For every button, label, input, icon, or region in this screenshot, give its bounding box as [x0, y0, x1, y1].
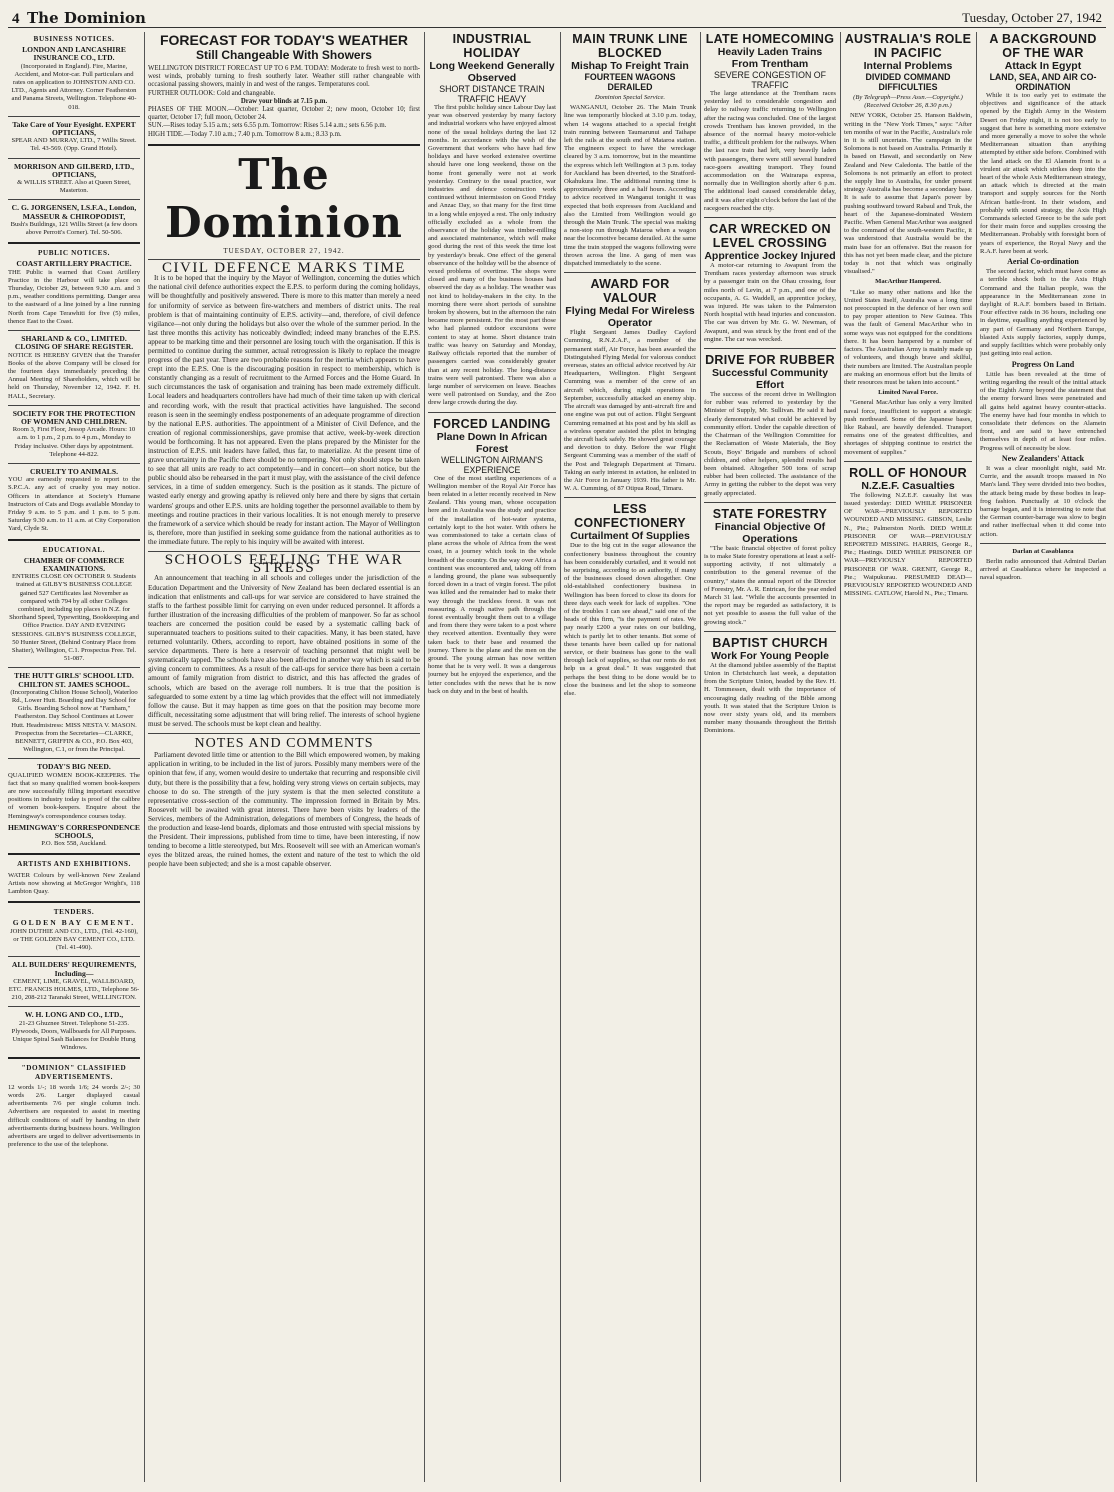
article-body: Flight Sergeant James Dudley Cayford Cumming, R.N.Z.A.F., a member of the permanent staff, Air Force, has been awarded the Distinguished Flying Medal for valorous conduct overseas, states an official advice received by Air Headquarters, Wellington. Flight Sergeant Cumming was a member of the crew of an aircraft which, during night operations in September, successfully attacked an enemy ship. The aircraft was damaged by anti-aircraft fire and one engine was put out of action. Flight Sergeant Cumming remained at his post and by his skill as a wireless operator assisted the pilot in bringing the aircraft back safely. He showed great courage and devotion to duty. Before the war Flight Sergeant Cumming was a member of the staff of the Post and Telegraph Department at Timaru. Taking an early interest in aviation, he enlisted in the Air Force in January 1939. His father is Mr. W. A. Cumming, of 87 Otipua Road, Timaru. — [564, 329, 696, 493]
section-heading-business: BUSINESS NOTICES. — [33, 35, 115, 43]
section-heading-classified: "DOMINION" CLASSIFIED ADVERTISEMENTS. — [21, 1064, 127, 1081]
editorial-headline: CIVIL DEFENCE MARKS TIME — [162, 260, 406, 277]
notice-item: TODAY'S BIG NEED. QUALIFIED WOMEN BOOK-KEEPERS. The fact that so many qualified women book-keepers are now successfully filling important executive positions in industry today is proof of the calibre of women book-keepers. Enquire about the Hemingway's correspondence courses today. — [8, 762, 140, 820]
notice-item: Take Care of Your Eyesight. EXPERT OPTICIANS, SPEAR AND MURRAY, LTD., 7 Willis Street. Tel. 43-569. (Opp. Grand Hotel). — [11, 119, 137, 153]
notice-item: CRUELTY TO ANIMALS. YOU are earnestly requested to report to the S.P.C.A. any act of cruelty you may notice. Officers in attendance at Society's Humane Instructors of Cats and Dogs available Monday to Friday 9 a.m. to 5 p.m. and 1 p.m. to 5 p.m. Saturday 9.30 a.m. to 11 a.m. at City Corporation Yard, Clyde St. — [8, 466, 140, 533]
article-body: Berlin radio announced that Admiral Darlan arrived at Casablanca where he inspected a naval squadron. — [980, 557, 1106, 582]
column-news-5 — [980, 32, 1106, 1482]
column-rule — [700, 32, 701, 1482]
subheadline: Plane Down In African Forest — [436, 430, 548, 455]
section-heading-educational: EDUCATIONAL. — [42, 545, 106, 554]
column-business-notices — [8, 32, 140, 1482]
notice-item: MORRISON AND GILBERD, LTD., OPTICIANS, & WILLIS STREET. Also at Queen Street, Masterton. — [14, 161, 134, 195]
crosshead: MacArthur Hampered. — [875, 278, 941, 286]
subheadline: Heavily Laden Trains From Trentham — [717, 46, 823, 70]
crosshead: Darlan at Casablanca — [1012, 547, 1074, 555]
sun-times: SUN.—Rises today 5.15 a.m.; sets 6.55 p.m. Tomorrow: Rises 5.14 a.m.; sets 6.56 p.m. — [148, 122, 387, 130]
classified-rates: 12 words 1/-; 18 words 1/6; 24 words 2/-; 30 words 2/6. Larger displayed casual advertisements 7/6 per single column inch. Advertisers are requested to assist in meeting difficult conditions of staff by handing in their advertisements during business hours. Wellington advertisers are urged to deliver advertisements in preference to the use of the telephone. — [8, 1083, 140, 1149]
headline: CAR WRECKED ON LEVEL CROSSING — [709, 222, 831, 251]
crosshead: Limited Naval Force. — [878, 389, 938, 397]
column-news-4 — [844, 32, 972, 1482]
section-heading-tenders: TENDERS. — [53, 908, 95, 917]
headline: LESS CONFECTIONERY — [574, 502, 686, 531]
deck: DIVIDED COMMAND DIFFICULTIES — [865, 72, 951, 92]
article-body: One of the most startling experiences of a Wellington member of the Royal Air Force has been related in a letter recently received in New Zealand. This young man, whose occupation here and in Australia was the study and practice of the installation of hot-water systems, certainly kept to the hot water. With others he was commissioned to take a certain class of plane across the whole of Africa from the west coast, in a journey which took in the whole breadth of the country. On the way over Africa a continent was encountered and, taking off from a landing ground, the plane was subsequently forced down in a tract of virgin forest. The pilot was killed and the remainder had to make their way through the trackless forest. It was not reassuring. A rough native path through the forest eventually brought them out to a village and from there they were taken to a post where they received attention. Eventually they were taken back to their base and resumed the journey. There is the plane and the men on the ground. The young airman has now written home that he is very well. It was a dangerous journey but he enjoyed the experience, and the letter concludes with the news that he is now back on duty and in the best of health. — [428, 474, 556, 695]
crosshead: Aerial Co-ordination — [1007, 257, 1079, 267]
subheadline: Attack In Egypt — [1004, 60, 1082, 72]
deck: LAND, SEA, AND AIR CO-ORDINATION — [989, 72, 1097, 92]
headline: LATE HOMECOMING — [705, 32, 835, 46]
headline: AUSTRALIA'S ROLE IN PACIFIC — [844, 32, 972, 60]
subheadline: Curtailment Of Supplies — [570, 530, 690, 543]
article-body: "General MacArthur has only a very limited naval force, insufficient to support a strategic push northward. Some of the Japanese bases, like Rabaul, are heavily defended. Transport remains one of the greatest difficulties, and shortages of shipping continue to restrict the movement of supplies." — [844, 399, 972, 456]
tender-item: W. H. LONG AND CO., LTD., 21-23 Ghuznee Street. Telephone 51-235. Plywoods, Doors, Wallboards for All Purposes. Unique Spiral Sash Balances for Double Hung Windows. — [11, 1010, 137, 1052]
article-body: Due to the big cut in the sugar allowance the confectionery business throughout the country has been considerably curtailed, and it would not be surprising, according to an authority, if many of the businesses closed down altogether. One old-established confectionery business in Wellington has been forced to close its doors for three days each week for lack of supplies. "One of the troubles I can see ahead," said one of the heads of this firm, "is the payment of rates. We pay nearly £200 a year rates on our building, which is partly let to other tenants. But some of these tenants have been called up for national service, or their business has gone to the wall through lack of supplies, so that our rents do not help us a great deal." It was suggested that perhaps the best thing to be done would be to close the business and let the shop to someone else. — [564, 542, 696, 697]
headline: STATE FORESTRY — [712, 506, 828, 521]
headline: BAPTIST CHURCH — [712, 635, 828, 650]
article-body: "The basic financial objective of forest policy is to make State forestry operations at least a self-supporting activity, if not ultimately a contribution to the general revenue of the country," states the annual report of the Director of Forestry, Mr. A. R. Entrican, for the year ended March 31 last. "While the accounts presented in the report may be regarded as satisfactory, it is not yet possible to assess the full value of the growing stock." — [704, 544, 836, 626]
notes-headline: NOTES AND COMMENTS — [194, 736, 374, 752]
editorial-dateline: TUESDAY, OCTOBER 27, 1942. — [223, 246, 345, 255]
business-notice-list — [8, 46, 140, 237]
article-body: "Like so many other nations and like the United States itself, Australia was a long time not preoccupied in the defence of her own soil to pay proper attention to New Guinea. This was the fault of General MacArthur who in some ways was not equipped for the conditions there. It has been hampered by a number of factors. The Australian Army is mainly made up of volunteers, and though brave and skilful, their numbers are limited. The Australian people are making an enormous effort but the limits of their resources must be taken into account." — [844, 288, 972, 386]
deck: SEVERE CONGESTION OF TRAFFIC — [714, 70, 826, 90]
deck: FOURTEEN WAGONS DERAILED — [584, 72, 676, 92]
article-body: At the diamond jubilee assembly of the Baptist Union in Christchurch last week, a deputation from the Scripture Union, headed by the Rev. H. H. Tommessen, dealt with the importance of encouraging daily reading of the Bible among youth. It was stated that the Scripture Union is now over sixty years old, and its members number many thousands throughout the British Dominions. — [704, 661, 836, 735]
column-rule — [840, 32, 841, 1482]
article-body: The first public holiday since Labour Day last year was observed yesterday by many factory and industrial workers who have enjoyed almost none of the usual holidays during the last 12 months. In accordance with the wish of the Government that workers who have had few holidays and have worked extensive overtime should have one long weekend, those on the home front generally were not at work yesterday. Contrary to the usual practice, war industries and defence construction work continued without intermission on Good Friday and Anzac Day, so that many for the first time in a long while enjoyed a rest. The only industry officially excluded as a whole from the observance of the holiday was timber-milling and associated maintenance, which will make good during the rest of this week the time lost by yesterday's break. One effect of the general observance of the holiday will be the absence of vexed problems of overtime. The shops were closed and many of the business houses had observed the day as a holiday. The weather was not kind to holiday-makers in the city. In the morning there were short periods of sunshine broken by showers, but in the afternoon the rain became more persistent. For the most part those who had planned outdoor excursions were content to stay at home. Short distance train traffic was heavy on Saturday and Monday, Railway officials reported that the number of passengers carried was considerably greater than at any recent holiday. The long-distance trains were well patronised. There was also a large number of servicemen on leave. Beaches were well patronised on Sunday, and the Zoo drew large crowds during the day. — [428, 104, 556, 407]
subheadline: Work For Young People — [711, 649, 829, 662]
article-body: The success of the recent drive in Wellington for rubber was referred to yesterday by the Minister of Supply, Mr. Sullivan. He said it had clearly demonstrated what could be achieved by community effort. Under the capable direction of the Chairman of the Wellington Committee for the Reclamation of Waste Materials, the Boy Scouts, Boys' Brigade and numbers of school children, and other helpers, splendid results had been obtained. Altogether 500 tons of scrap rubber had been collected. The assistance of the Army in getting the rubber to the depot was very greatly appreciated. — [704, 391, 836, 497]
headline: A BACKGROUND OF THE WAR — [989, 32, 1097, 60]
newspaper-page — [8, 6, 1106, 1486]
deck: WELLINGTON AIRMAN'S EXPERIENCE — [441, 454, 543, 475]
section-heading-artists: ARTISTS AND EXHIBITIONS. — [17, 860, 131, 869]
notes-body: Parliament devoted little time or attention to the Bill which empowered women, by making application in writing, to be included in the list of jurors. Possibly many members were of the opinion that few, if any, women would desire to undertake that recurring and responsible civil duty, but there is the possibility that a few, holding very strong views on certain subjects, may choose to do so. The strength of the jury system is that the men selected constitute a representative cross-section of the community. The impression formed in Britain by Mrs. Roosevelt will be awaited with great interest. There have been visits by leaders of the Services, members of the Administration, delegations of members of Congress, the heads of the production and lease-lend boards, diplomats and those entrusted with special missions by the President. Their impressions, published from time to time, have been interesting, if now tending to become a little stereotyped, but Mrs. Roosevelt will see with an American woman's eyes the blitzed areas, the ruined homes, the extent and nature of the test to which the old people have been subjected; and she is a most capable observer. — [148, 751, 420, 869]
column-rule — [976, 32, 977, 1482]
crosshead: Progress On Land — [1011, 359, 1075, 369]
subheadline: Successful Community Effort — [711, 367, 829, 392]
headline: DRIVE FOR RUBBER — [705, 353, 835, 368]
paper-title: The Dominion — [165, 149, 403, 247]
weather-outlook: FURTHER OUTLOOK: Cold and changeable. — [148, 89, 276, 97]
weather-forecast: WELLINGTON DISTRICT FORECAST UP TO 6 P.M. TODAY: Moderate to fresh west to north-west winds, probably turning to fresh southerly later. Weather still rather changeable with occasional passing showers, mainly in and west of the ranges. Temperatures cool. — [148, 65, 420, 89]
page-header — [8, 6, 1106, 28]
headline: AWARD FOR VALOUR — [590, 277, 670, 306]
notice-item: C. G. JORGENSEN, LS.F.A., London, MASSEUR & CHIROPODIST, Bush's Buildings, 121 Willis Street (a few doors above Perrott's Corner). Tel. 50-506. — [10, 203, 138, 237]
article-body: While it is too early yet to estimate the objectives and significance of the attack opened by the Eighth Army in the Western Desert on Friday night, it is not too early to suggest that here is something more extensive and more generally a move to solve the whole Mediterranean situation than anything attempted by either side before. Combined with the land attack on the El Alamein front is a virulent air attack which strikes deep into the heart of the whole Axis Mediterranean strategy, an attack which is directed at the main transport and supply sources for the North African battle-front. In their wisdom, and probably with sound strategy, the Axis High Commands selected Greece to be the safe port for their main force and supplies crossing the Mediterranean. Probably with foresight born of years of experience, the Royal Navy and the R.A.F. have been at work. — [980, 92, 1106, 255]
notice-item: HEMINGWAY'S CORRESPONDENCE SCHOOLS, P.O. Box 558, Auckland. — [8, 822, 140, 848]
column-news-2 — [564, 32, 696, 1482]
column-news-3 — [704, 32, 836, 1482]
subheadline: Mishap To Freight Train — [571, 60, 689, 72]
article-body: NEW YORK, October 25. Hanson Baldwin, writing in the "New York Times," says: "After ten months of war in the Pacific, Australia's role in it is still uncertain. The campaign in the Solomons is not based on Australia. Primarily it is based on Hawaii, and secondarily on New Zealand and New Caledonia. The battle of the Solomons is not primarily an effort to protect the supply line to Australia, for under present strategy Australia has become a secondary base. It is safe to assume that Japan's power by pushing southward toward Rabaul and Truk, the heart of the Japanese-dominated Western Pacific. When General MacArthur was assigned to the command of the south-western Pacific, it was understood that Australia would be the main base for an offensive. But the reason for this has not yet been made clear, and the picture today is not that which was originally visualised." — [844, 112, 972, 276]
article-body: Little has been revealed at the time of writing regarding the result of the initial attack of the Eighth Army beyond the statement that the enemy forward lines were penetrated and all gains held against heavy counter-attacks. The enemy have had four months in which to consolidate their defences on the Alamein front, and are said to have entrenched themselves in depth of at least four miles. Progress will of necessity be slow. — [980, 370, 1106, 452]
subheadline: Long Weekend Generally Observed — [429, 60, 555, 84]
headline: MAIN TRUNK LINE BLOCKED — [572, 32, 688, 60]
article-body: The following N.Z.E.F. casualty list was issued yesterday: DIED WHILE PRISONER OF WAR—PREVIOUSLY REPORTED WOUNDED AND MISSING. GIBSON, Leslie N., Pte.; Palmerston North. DIED WHILE PRISONER OF WAR—PREVIOUSLY REPORTED MISSING. HARRIS, George R., Pte.; Hastings. DIED WHILE PRISONER OF WAR—PREVIOUSLY REPORTED PRISONER OF WAR. GRENIT, George R., Pte.; Waipukurau. PRESUMED DEAD—PREVIOUSLY REPORTED WOUNDED AND MISSING. CATLOW, Harold N., Pte.; Timaru. — [844, 491, 972, 598]
headline: INDUSTRIAL HOLIDAY — [452, 32, 532, 60]
article-body: The large attendance at the Trentham races yesterday led to considerable congestion and delay to railway traffic returning to Wellington after the racing was concluded. One of the largest crowds Trentham has known provided, in the absence of the normal heavy motor-vehicle traffic, a difficult problem for the railways. When the last race train had left, very heavily laden with passengers, there were still several hundred race-goers awaiting transport. They found accommodation on the Wairarapa express, normally due in Wellington shortly after 6 p.m. The additional load caused considerable delay, and it was after eight o'clock before the last of the racegoers reached the city. — [704, 90, 836, 212]
weather-subheadline: Still Changeable With Showers — [196, 48, 372, 62]
subheadline: Apprentice Jockey Injured — [704, 250, 836, 263]
subheadline: Internal Problems — [863, 60, 953, 72]
moon-phases: PHASES OF THE MOON.—October: Last quarter, October 2; new moon, October 10; first quarter, October 17; full moon, October 24. — [148, 106, 420, 122]
section-heading-public: PUBLIC NOTICES. — [37, 249, 111, 258]
editorial-body: An announcement that teaching in all schools and colleges under the jurisdiction of the Education Department and the University of New Zealand has been declared essential is an indication that enlistments and call-ups for war service are considered to have strained the staffs to the farthest possible limit for carrying on even under reduced personnel. It affords a further illustration of the increasing difficulties of the problem of manpower. So far as school teachers are concerned the position could be eased by a systematic calling back of superannuated teachers to positions suited to their capacities. Many, it has been stated, have returned voluntarily. Others, according to report, have obtained positions in some of the service departments. There is here a reservoir of teaching personnel that might well be systematically tapped. The schools have also been affected in another way which is said to be giving concern to committees. As a result of the call-ups for service there has been a certain amount of family migration from district to district, and this has affected the grades of schools, which are based on the average roll numbers. It is true that the position is safeguarded to some extent by a time lag which provides that the effect will not immediately follow the cause. But it may happen as time goes on that the position may become more difficult, necessitating some adjustment that will bring relief. The interests of school hygiene must be served. The schools must be kept clean and healthy. — [148, 574, 420, 728]
subheadline: N.Z.E.F. Casualties — [861, 479, 955, 492]
tide-times: HIGH TIDE.—Today 7.10 a.m.; 7.40 p.m. Tomorrow 8 a.m.; 8.33 p.m. — [148, 130, 342, 138]
subheadline: Flying Medal For Wireless Operator — [565, 305, 695, 330]
tender-item: ALL BUILDERS' REQUIREMENTS, Including— CEMENT, LIME, GRAVEL, WALLBOARD, ETC. FRANCIS HOLMES, LTD., Telephone 56-210, 208-212 Taranaki Street, WELLINGTON. — [8, 960, 140, 1002]
notice-item: LONDON AND LANCASHIRE INSURANCE CO., LTD. (Incorporated in England). Fire, Marine, Accident, and Motor-car. Full particulars and rates on application to JOHNSTON AND CO. LTD., Agents and Attorney. Corner Featherston and Panama Streets, Wellington. Telephone 40-018. — [11, 45, 137, 111]
article-body: The second factor, which must have come as a terrible shock both to the Axis High Command and the Italian people, was the appearance in the Mediterranean zone in daylight of R.A.F. bombers based in Britain. Four effective raids in 36 hours, including one in daytime, equalling anything experienced by any part of Germany and Northern Europe, blasted Axis supply factories, supply dumps, and supply facilities which were probably only just getting into real action. — [980, 268, 1106, 358]
subheadline: Financial Objective Of Operations — [714, 520, 826, 545]
byline: (By Telegraph—Press Assn.—Copyright.) (Received October 26, 8.30 p.m.) — [853, 94, 963, 110]
notice-item: THE HUTT GIRLS' SCHOOL LTD. CHILTON ST. JAMES SCHOOL. (Incorporating Chilton House School), Waterloo Rd., Lower Hutt. Boarding and Day School for Girls. Boarding School now at "Farnham," Featherston. Day School Continues at Lower Hutt. Headmistress: MISS NESTA V. MASON. Prospectus from the Secretaries—CLARKE, BENNETT, GRIFFIN & CO., P.O. Box 403, Wellington, C.1, or from the Principal. — [10, 671, 138, 754]
column-rule — [144, 32, 145, 1482]
tender-item: GOLDEN BAY CEMENT. JOHN DUTHIE AND CO., LTD., (Tel. 42-160), or THE GOLDEN BAY CEMENT CO., LTD. (Tel. 41-490). — [10, 918, 138, 952]
column-rule — [560, 32, 561, 1482]
column-rule — [424, 32, 425, 1482]
notice-item: COAST ARTILLERY PRACTICE. THE Public is warned that Coast Artillery Practice in the Harbour will take place on Thursday, October 29, between 9.30 a.m. and 3 p.m., weather conditions permitting. Danger area to the eastward of a line joined by a line running North from Cape Terawhiti for five (5) miles, thence East to the Coast. — [8, 259, 140, 325]
page-number: 4 The Dominion — [12, 9, 146, 27]
editorial-headline: SCHOOLS FEELING THE WAR STRESS — [164, 552, 404, 577]
article-body: It was a clear moonlight night, said Mr. Currie, and the assault troops massed in No Man's land. They were divided into two bodies, the attack being made by these bodies in leap-frog fashion. Punctually at 10 o'clock the barrage began, and it is interesting to note that the German counter-barrage was slow to begin and rather ineffectual when it did come into action. — [980, 464, 1106, 538]
column-editorial — [148, 32, 420, 1482]
byline: Dominion Special Service. — [594, 94, 666, 101]
notice-item: CHAMBER OF COMMERCE EXAMINATIONS. ENTRIES CLOSE ON OCTOBER 9. Students trained at GILBY'S BUSINESS COLLEGE gained 527 Certificates last November as compared with 794 by all other Colleges combined, including top places in N.Z. for Shorthand Speed, Typewriting, Bookkeeping and Office Practice. DAY AND EVENING SESSIONS. GILBY'S BUSINESS COLLEGE, 50 Hunter Street, (Behind Contrary Place from Shatter), Wellington, C.1. Prospectus Free. Tel. 51-087. — [9, 555, 139, 663]
crosshead: New Zealanders' Attack — [1001, 453, 1085, 463]
article-body: WANGANUI, October 26. The Main Trunk line was temporarily blocked at 3.10 p.m. today, when 14 wagons attached to a special freight train running between Taumarunui and Taihape left the rails at the south end of Mataroa station. The engineers expect to have the wreckage cleared by 3 a.m. tomorrow, but in the meantime the express which left Wellington at 3 p.m. today for Auckland has been diverted, to the Stratford-Okahukura line. The additional running time is approximately three and a half hours. According to advice received in Wanganui tonight it was expected that both expresses from Auckland and also the Limited from Wellington would go through the Main Trunk. The special was making a non-stop run through Mataroa when a wagon near the locomotive became derailed. At the same time the train stopped the wagons following were thrown across the line. A gang of men was dispatched immediately to the scene. — [564, 104, 696, 268]
artists-notice: WATER Colours by well-known New Zealand Artists now showing at McGregor Wright's, 118 Lambton Quay. — [8, 871, 140, 896]
notice-item: SHARLAND & CO., LIMITED. CLOSING OF SHARE REGISTER. NOTICE IS HEREBY GIVEN that the Transfer Books of the above Company will be closed for the fourteen days immediately preceding the Annual Meeting of Shareholders, which will be held on Thursday, November 12, 1942. F. H. HALL, Secretary. — [8, 334, 140, 400]
page-date: Tuesday, October 27, 1942 — [962, 10, 1102, 25]
notice-item: SOCIETY FOR THE PROTECTION OF WOMEN AND CHILDREN. Room 3, First Floor, Jessop Arcade. Hours: 10 a.m. to 1 p.m., 2 p.m. to 4 p.m., Monday to Friday inclusive. Other days by appointment. Telephone 44-822. — [12, 408, 136, 458]
editorial-body: It is to be hoped that the inquiry by the Mayor of Wellington, concerning the duties which the national civil defence authorities expect the E.P.S. to perform during the coming holidays, will be thoughtfully and positively answered. There is more to this matter than merely a need for uniformity of service as between fire-watchers and members of district units. The real problem is that of maintaining continuity of E.P.S. activity—and, therefore, of civil defence vigilance—not only during the holidays but also over the whole of the summer period. In the last three months this activity has noticeably dwindled; indeed many branches of the E.P.S. appear to be marking time and their personnel are losing touch with the organisation. If this is permitted to continue during the summer, actual retrogression is likely to replace the meagre progress of the past year. There are two probable reasons for the inertia which appears to have crept into the E.P.S. One is the discouraging position in respect to membership, which is constantly changing as a result of recruitment to the Armed Forces and the Home Guard. In such circumstances the task of organisation and training has been made extremely difficult. Local leaders and headquarters controllers have had much of their time taken up with clerical and recording work, with the result that practical activities have languished. The second reason is seen in the seemingly endless postponements of an adequate programme of direction by the national E.P.S. authorities. The appointment of a Minister of Civil Defence, and the creation of regional commissionerships, gave promise that active, week-by-week direction would be forthcoming. It has not appeared. Even the plans prepared by the Minister for the instruction of E.P.S. unit leaders have failed, thus far, to materialize. At the present time of grave uncertainty in the Pacific there should be no tempering. Not only should steps be taken to see that all units are ready to act competently—and in concert—on short notice, but the public should also be rehearsed in the part it must play, with the assistance of the civil defence services, in a time of sudden emergency. Such is the position as it stands. The picture of wasted early energy and growing apathy is relieved only here and there by signs that certain wardens' groups and other E.P.S. units are holding together the personnel available to them by meetings and routine practices in their various localities. It is not enough merely to preserve the framework of a service which should be ready for instant action. The Mayor of Wellington is, therefore, more than justified in seeking some guidance from the national authorities as to the immediate future. The reply to his inquiry will be awaited with interest. — [148, 274, 420, 546]
weather-headline: FORECAST FOR TODAY'S WEATHER — [159, 32, 409, 48]
column-news-1 — [428, 32, 556, 1482]
article-body: A motor-car returning to Awapuni from the Trentham races yesterday afternoon was struck by a passenger train on the Ohau crossing, four miles north of Levin, at 7 p.m., and one of the occupants, A. G. Waddell, an apprentice jockey, was injured. He was taken to the Palmerston North hospital with head injuries and concussion. The car was driven by Mr. G. W. Newman, of Awapuni, and was struck by the front end of the engine. The car was wrecked. — [704, 262, 836, 343]
headline: ROLL OF HONOUR — [849, 465, 967, 480]
headline: FORCED LANDING — [433, 416, 551, 431]
blinds-notice: Draw your blinds at 7.15 p.m. — [240, 97, 328, 105]
deck: SHORT DISTANCE TRAIN TRAFFIC HEAVY — [439, 84, 545, 104]
